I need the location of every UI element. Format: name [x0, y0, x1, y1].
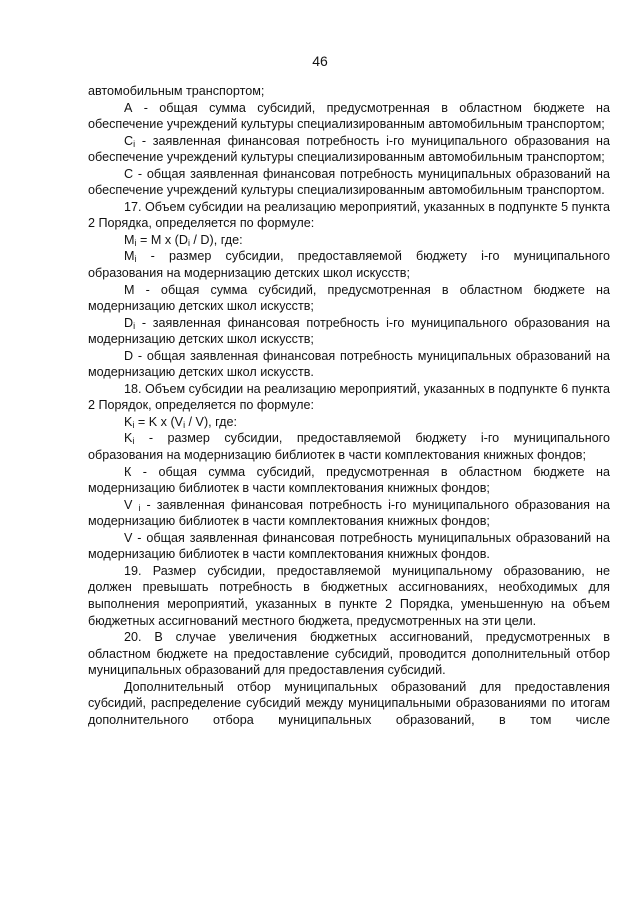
paragraph: К - общая сумма субсидий, предусмотренная в областном бюджете на модернизацию библиотек в части комплектования книжных фондов;: [88, 464, 610, 496]
paragraph: D - общая заявленная финансовая потребность муниципальных образований на модернизацию детских школ искусств.: [88, 348, 610, 380]
page-number: 46: [312, 53, 328, 69]
paragraph: 20. В случае увеличения бюджетных ассигнований, предусмотренных в областном бюджете на предоставление субсидий, проводится дополнительный отбор муниципальных образований для предоставления субсидий.: [88, 630, 610, 678]
paragraph: 19. Размер субсидии, предоставляемой муниципальному образованию, не должен превышать потребность в бюджетных ассигнованиях, необходимых для выполнения мероприятий, указанных в пункте 2 Порядка, уменьшенную на объем бюджетных ассигнований местного бюджета, предусмотренных на эти цели.: [88, 563, 610, 628]
paragraph: $C_i$ - заявленная финансовая потребность i-го муниципального образования на обеспечение учреждений культуры специализированным автомобильным транспортом;: [88, 133, 610, 165]
paragraph: автомобильным транспортом;: [88, 84, 265, 98]
paragraph: V $_i$ - заявленная финансовая потребность i-го муниципального образования на модернизацию библиотек в части комплектования книжных фондов;: [88, 497, 611, 529]
document-body: [88, 83, 610, 728]
paragraph: Дополнительный отбор муниципальных образований для предоставления субсидий, распределение субсидий между муниципальными образованиями по итогам дополнительного отбора муниципальных образований, в том числе: [88, 679, 610, 727]
paragraph: $M_i$ - размер субсидии, предоставляемой бюджету i-го муниципального образования на модернизацию детских школ искусств;: [88, 249, 610, 281]
paragraph: $K_i$ - размер субсидии, предоставляемой бюджету i-го муниципального образования на модернизацию библиотек в части комплектования книжных фондов;: [88, 431, 610, 463]
paragraph: $K_i = K$ x $(V_i / V)$, где:: [124, 414, 238, 430]
paragraph: $D_i$ - заявленная финансовая потребность i-го муниципального образования на модернизацию детских школ искусств;: [88, 315, 610, 347]
paragraph: 17. Объем субсидии на реализацию мероприятий, указанных в подпункте 5 пункта 2 Порядка, определяется по формуле:: [88, 199, 610, 231]
paragraph: V - общая заявленная финансовая потребность муниципальных образований на модернизацию библиотек в части комплектования книжных фондов.: [88, 530, 610, 562]
paragraph: 18. Объем субсидии на реализацию мероприятий, указанных в подпункте 6 пункта 2 Порядок, определяется по формуле:: [88, 381, 610, 413]
paragraph: М - общая сумма субсидий, предусмотренная в областном бюджете на модернизацию детских школ искусств;: [88, 282, 610, 314]
paragraph: $M_i = M$ x $(D_i / D)$, где:: [124, 232, 243, 248]
paragraph: С - общая заявленная финансовая потребность муниципальных образований на обеспечение учреждений культуры специализированным автомобильным транспортом.: [88, 166, 610, 198]
paragraph: А - общая сумма субсидий, предусмотренная в областном бюджете на обеспечение учреждений культуры специализированным автомобильным транспортом;: [88, 100, 610, 132]
